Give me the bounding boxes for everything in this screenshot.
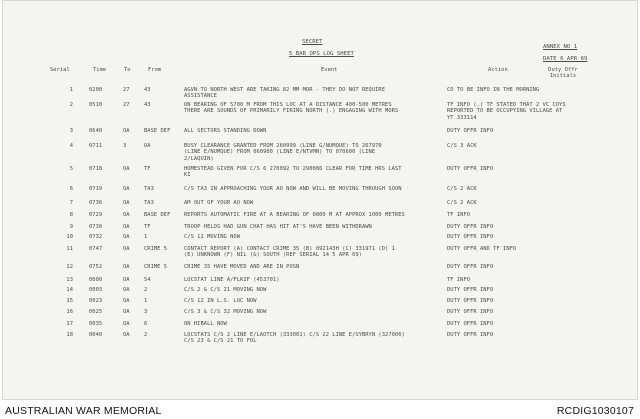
from-cell: 43	[144, 87, 151, 93]
serial-cell: 12	[66, 264, 73, 270]
serial-cell: 14	[66, 287, 73, 293]
event-line: BUSY CLEARANCE GRANTED FROM 260999 (LINE G/NUMQUE) TO 267970	[184, 143, 382, 149]
event-line: C/S 23 & C/S 21 TO FOL	[184, 338, 257, 345]
time-cell: 0718	[89, 166, 103, 172]
from-cell: 2	[144, 287, 148, 293]
action-line: DUTY OFFR INFO	[447, 321, 494, 327]
action-line: DUTY OFFR INFO	[447, 264, 494, 270]
serial-cell: 5	[69, 166, 73, 172]
log-row	[3, 102, 639, 121]
from-cell: 43	[144, 102, 151, 108]
action-line: DUTY OFFR AND TF INFO	[447, 246, 517, 252]
column-header-duty-offr: Duty Offr Initials	[548, 67, 578, 79]
archive-footer	[0, 403, 640, 419]
serial-cell: 8	[69, 212, 73, 218]
event-line: REPORTS AUTOMATIC FIRE AT A BEARING OF 0800 M AT APPROX 1000 METRES	[184, 212, 405, 218]
event-line: ASSISTANCE	[184, 93, 217, 100]
to-cell: OA	[123, 186, 130, 192]
time-cell: 0711	[89, 143, 103, 149]
event-line: KI	[184, 172, 191, 179]
from-cell: BASE DEF	[144, 212, 171, 218]
to-cell: OA	[123, 264, 130, 270]
action-line: C/S 2 ACK	[447, 186, 477, 192]
log-row	[3, 309, 639, 321]
action-line: DUTY OFFR INFO	[447, 234, 494, 240]
serial-cell: 18	[66, 332, 73, 338]
action-line: DUTY OFFR INFO	[447, 332, 494, 338]
log-row	[3, 200, 639, 212]
log-row	[3, 234, 639, 246]
time-cell: 0747	[89, 246, 103, 252]
log-sheet-paper	[2, 0, 638, 400]
action-line: DUTY OFFR INFO	[447, 298, 494, 304]
action-line: DUTY OFFR INFO	[447, 128, 494, 134]
event-line: CONTACT REPORT (A) CONTACT CRIME 35 (B) 092143H (C) 331971 (D) 1	[184, 246, 395, 252]
log-row	[3, 166, 639, 178]
from-cell: 6	[144, 321, 148, 327]
from-cell: 3	[144, 309, 148, 315]
from-cell: 54	[144, 277, 151, 283]
time-cell: 0000	[89, 277, 103, 283]
log-row	[3, 264, 639, 276]
serial-cell: 4	[69, 143, 73, 149]
to-cell: OA	[123, 309, 130, 315]
document-title: 5 BAR OPS LOG SHEET	[289, 51, 354, 57]
event-line: LOCSTATS C/S 2 LINE E/LAOTCH (333001) C/S 22 LINE E/SYBRYN (327006)	[184, 332, 405, 338]
from-cell: TF	[144, 166, 151, 172]
serial-cell: 6	[69, 186, 73, 192]
time-cell: 0023	[89, 298, 103, 304]
serial-cell: 16	[66, 309, 73, 315]
event-line: C/S 12 MOVING NOW	[184, 234, 241, 240]
time-cell: 0003	[89, 287, 103, 293]
event-line: (LINE E/NUMQUE) FROM 060900 (LINE E/NTVMN) TO 070600 (LINE	[184, 149, 376, 156]
serial-cell: 10	[66, 234, 73, 240]
column-header-from: From	[148, 67, 162, 73]
log-row	[3, 332, 639, 344]
action-line: TF INFO	[447, 277, 471, 283]
time-cell: 0729	[89, 212, 103, 218]
event-line: C/S 12 IN L.S. LOC NOW	[184, 298, 257, 304]
event-line: ON HIBALL NOW	[184, 321, 227, 327]
to-cell: OA	[123, 287, 130, 293]
to-cell: 27	[123, 102, 130, 108]
action-line: DUTY OFFR INFO	[447, 287, 494, 293]
from-cell: TA3	[144, 200, 154, 206]
serial-cell: 3	[69, 128, 73, 134]
time-cell: 0752	[89, 264, 103, 270]
log-row	[3, 143, 639, 162]
action-line: C/S 2 ACK	[447, 200, 477, 206]
from-cell: OA	[144, 143, 151, 149]
to-cell: OA	[123, 321, 130, 327]
log-row	[3, 212, 639, 224]
action-line: DUTY OFFR INFO	[447, 224, 494, 230]
time-cell: 0736	[89, 200, 103, 206]
action-line: TF INFO	[447, 212, 471, 218]
serial-cell: 11	[66, 246, 73, 252]
classification-marking: SECRET	[302, 39, 323, 45]
event-line: TROOP HELOS HAD GUN CHAT HAS HIT AT'S HAVE BEEN WITHDRAWN	[184, 224, 372, 230]
action-line: DUTY OFFR INFO	[447, 309, 494, 315]
event-line: ON BEARING OF 5700 M FROM THIS LOC AT A DISTANCE 400-500 METRES	[184, 102, 392, 108]
time-cell: 0040	[89, 332, 103, 338]
to-cell: OA	[123, 246, 130, 252]
column-header-event: Event	[321, 67, 338, 73]
to-cell: OA	[123, 200, 130, 206]
action-line: TF INFO (.) TF STATED THAT 2 VC COYS	[447, 102, 566, 108]
to-cell: OA	[123, 277, 130, 283]
time-cell: 0640	[89, 128, 103, 134]
from-cell: 2	[144, 332, 148, 338]
action-line: DUTY OFFR INFO	[447, 166, 494, 172]
serial-cell: 7	[69, 200, 73, 206]
log-row	[3, 87, 639, 99]
to-cell: OA	[123, 128, 130, 134]
to-cell: OA	[123, 234, 130, 240]
to-cell: OA	[123, 298, 130, 304]
time-cell: 0035	[89, 321, 103, 327]
action-line: YT 333114	[447, 114, 477, 121]
serial-cell: 1	[69, 87, 73, 93]
time-cell: 0730	[89, 224, 103, 230]
log-row	[3, 186, 639, 198]
from-cell: TA3	[144, 186, 154, 192]
event-line: C/S 3 & C/S 32 MOVING NOW	[184, 309, 267, 315]
serial-cell: 13	[66, 277, 73, 283]
action-line: C/S 3 ACK	[447, 143, 477, 149]
time-cell: 0732	[89, 234, 103, 240]
log-row	[3, 246, 639, 258]
event-line: CRIME 35 HAVE MOVED AND ARE IN POSN	[184, 264, 300, 270]
event-line: 2/LAQUIN)	[184, 155, 214, 162]
from-cell: 1	[144, 298, 148, 304]
event-line: AGVN TO NORTH WEST ARE TAKING 82 MM MOR - THEY DO NOT REQUIRE	[184, 87, 386, 93]
to-cell: 3	[123, 143, 127, 149]
from-cell: CRIME 5	[144, 246, 168, 252]
archive-reference: RCDIG1030107	[556, 405, 634, 417]
event-line: C/S TA3 IN APPROACHING YOUR AO NOW AND WILL BE MOVING THROUGH SOON	[184, 186, 402, 192]
column-header-serial: Serial	[50, 67, 70, 73]
from-cell: TF	[144, 224, 151, 230]
archive-name: AUSTRALIAN WAR MEMORIAL	[5, 405, 162, 417]
to-cell: OA	[123, 212, 130, 218]
date-label: DATE 6 APR 69	[543, 56, 588, 62]
event-line: LOCSTAT LINE A/FLKIF (453701)	[184, 277, 280, 283]
time-cell: 0719	[89, 186, 103, 192]
to-cell: 27	[123, 87, 130, 93]
log-row	[3, 128, 639, 140]
event-line: AM OUT OF YOUR AO NOW	[184, 200, 254, 206]
column-header-action: Action	[488, 67, 508, 73]
event-line: (E) UNKNOWN (F) NIL (G) SOUTH (REF SERIAL 14 5 APR 69)	[184, 252, 362, 259]
to-cell: OA	[123, 332, 130, 338]
time-cell: 0200	[89, 87, 103, 93]
column-header-to: To	[124, 67, 131, 73]
event-line: HOMESTEAD GIVEN FOR C/S 6 270092 TO 290086 CLEAR FOR TIME HRS LAST	[184, 166, 402, 172]
action-line: REPORTED TO BE OCCUPYING VILLAGE AT	[447, 108, 563, 115]
serial-cell: 17	[66, 321, 73, 327]
time-cell: 0510	[89, 102, 103, 108]
serial-cell: 9	[69, 224, 73, 230]
annex-label: ANNEX NO 1	[543, 44, 578, 50]
event-line: THERE ARE SOUNDS OF PRIMARILY FIRING NORTH (.) ENGAGING WITH MORS	[184, 108, 399, 115]
column-header-time: Time	[93, 67, 107, 73]
to-cell: OA	[123, 224, 130, 230]
from-cell: CRIME 5	[144, 264, 168, 270]
event-line: ALL SECTORS STANDING DOWN	[184, 128, 267, 134]
from-cell: 1	[144, 234, 148, 240]
serial-cell: 15	[66, 298, 73, 304]
serial-cell: 2	[69, 102, 73, 108]
to-cell: OA	[123, 166, 130, 172]
from-cell: BASE DEF	[144, 128, 171, 134]
event-line: C/S 2 & C/S 21 MOVING NOW	[184, 287, 267, 293]
time-cell: 0025	[89, 309, 103, 315]
action-line: CO TO BE INFO IN THE MORNING	[447, 87, 540, 93]
